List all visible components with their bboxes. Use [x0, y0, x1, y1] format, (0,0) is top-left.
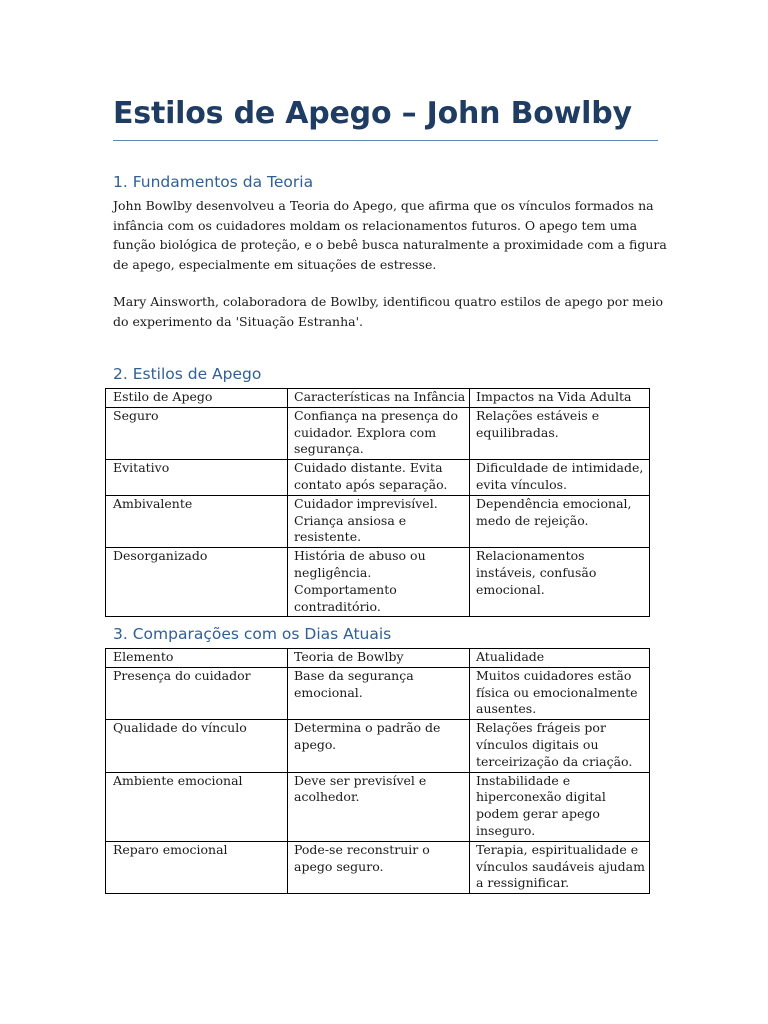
comparison-table — [105, 648, 650, 894]
styles-table-cell: Desorganizado — [106, 548, 288, 617]
comparison-table-cell: Teoria de Bowlby — [288, 649, 470, 668]
styles-table-cell: Relações estáveis e equilibradas. — [470, 407, 650, 459]
attachment-styles-table — [105, 388, 650, 617]
styles-table-cell: História de abuso ou negligência. Comportamento contraditório. — [288, 548, 470, 617]
comparison-table-row — [106, 841, 650, 893]
comparison-table-cell: Relações frágeis por vínculos digitais ou terceirização da criação. — [470, 720, 650, 772]
comparison-table-cell: Elemento — [106, 649, 288, 668]
comparison-table-row — [106, 667, 650, 719]
styles-table-cell: Cuidador imprevisível. Criança ansiosa e resistente. — [288, 495, 470, 547]
styles-table-row — [106, 407, 650, 459]
styles-table-cell: Ambivalente — [106, 495, 288, 547]
comparison-table-cell: Terapia, espiritualidade e vínculos saudáveis ajudam a ressignificar. — [470, 841, 650, 893]
paragraph-fundamentos: John Bowlby desenvolveu a Teoria do Apego, que afirma que os vínculos formados na infância com os cuidadores moldam os relacionamentos futuros. O apego tem uma função biológica de proteção, e o bebê busca naturalmente a proximidade com a figura de apego, especialmente em situações de estresse. — [113, 198, 667, 272]
styles-table-cell: Características na Infância — [288, 389, 470, 408]
comparison-table-cell: Muitos cuidadores estão física ou emocionalmente ausentes. — [470, 667, 650, 719]
paragraph-ainsworth: Mary Ainsworth, colaboradora de Bowlby, identificou quatro estilos de apego por meio do experimento da 'Situação Estranha'. — [113, 294, 664, 329]
comparison-table-row — [106, 720, 650, 772]
styles-table-row — [106, 460, 650, 496]
comparison-table-cell: Reparo emocional — [106, 841, 288, 893]
styles-table-cell: Confiança na presença do cuidador. Explora com segurança. — [288, 407, 470, 459]
styles-table-cell: Impactos na Vida Adulta — [470, 389, 650, 408]
styles-table-row — [106, 495, 650, 547]
comparison-table-cell: Instabilidade e hiperconexão digital podem gerar apego inseguro. — [470, 772, 650, 841]
comparison-table-body — [106, 649, 650, 894]
comparison-table-header-row — [106, 649, 650, 668]
styles-table-cell: Evitativo — [106, 460, 288, 496]
comparison-table-cell: Pode-se reconstruir o apego seguro. — [288, 841, 470, 893]
comparison-table-row — [106, 772, 650, 841]
section-heading-estilos: 2. Estilos de Apego — [113, 365, 262, 383]
comparison-table-cell: Atualidade — [470, 649, 650, 668]
attachment-styles-table-body — [106, 389, 650, 617]
page-title: Estilos de Apego – John Bowlby — [113, 92, 658, 141]
styles-table-cell: Dificuldade de intimidade, evita vínculos. — [470, 460, 650, 496]
section-heading-fundamentos: 1. Fundamentos da Teoria — [113, 173, 314, 191]
styles-table-header-row — [106, 389, 650, 408]
comparison-table-cell: Determina o padrão de apego. — [288, 720, 470, 772]
styles-table-cell: Dependência emocional, medo de rejeição. — [470, 495, 650, 547]
comparison-table-cell: Qualidade do vínculo — [106, 720, 288, 772]
comparison-table-cell: Deve ser previsível e acolhedor. — [288, 772, 470, 841]
styles-table-row — [106, 548, 650, 617]
comparison-table-cell: Base da segurança emocional. — [288, 667, 470, 719]
styles-table-cell: Cuidado distante. Evita contato após separação. — [288, 460, 470, 496]
section-heading-comparacoes: 3. Comparações com os Dias Atuais — [113, 625, 392, 643]
styles-table-cell: Estilo de Apego — [106, 389, 288, 408]
comparison-table-cell: Ambiente emocional — [106, 772, 288, 841]
styles-table-cell: Relacionamentos instáveis, confusão emocional. — [470, 548, 650, 617]
comparison-table-cell: Presença do cuidador — [106, 667, 288, 719]
styles-table-cell: Seguro — [106, 407, 288, 459]
